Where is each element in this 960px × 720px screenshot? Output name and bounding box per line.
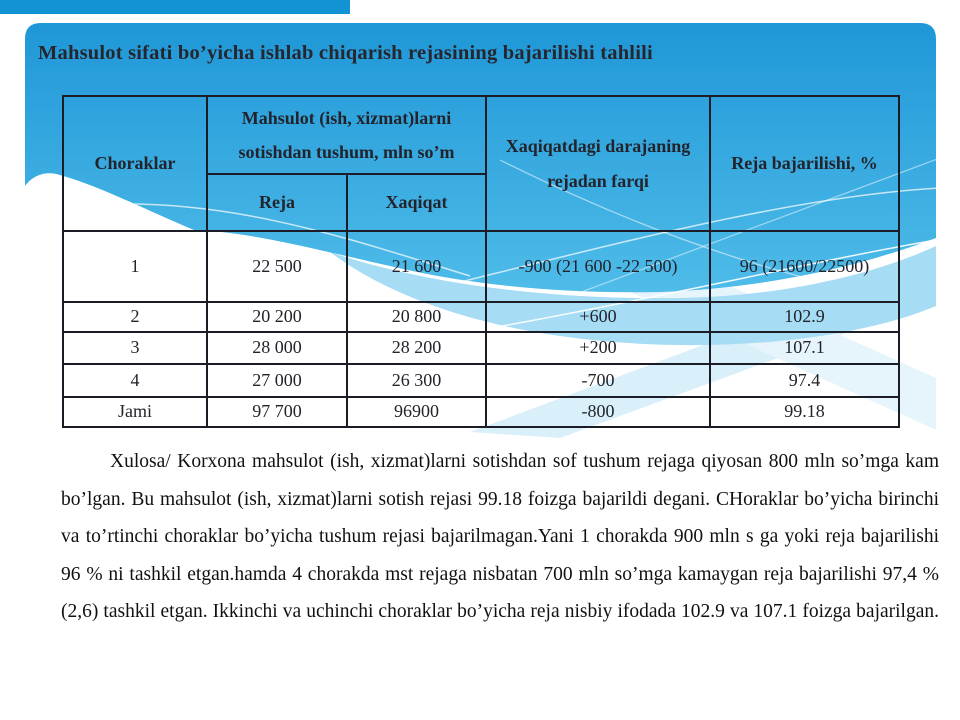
conclusion-paragraph: Xulosa/ Korxona mahsulot (ish, xizmat)larni sotishdan sof tushum rejaga qiyosan 800 mln so’mga kam bo’lgan. Bu mahsulot (ish, xizmat)larni sotish rejasi 99.18 foizga bajarildi degani. CHoraklar bo’yicha birinchi va to’rtinchi choraklar bo’yicha tushum rejasi bajarilmagan.Yani 1 chorakda 900 mln s ga yoki reja bajarilishi 96 % ni tashkil etgan.hamda 4 chorakda mst rejaga nisbatan 700 mln so’mga kamaygan reja bajarilishi 97,4 % (2,6) tashkil etgan. Ikkinchi va uchinchi choraklar bo’yicha reja nisbiy ifodada 102.9 va 107.1 foizga bajarilgan. xyxy=(61,451,939,622)
fulfillment-cell: 107.1 xyxy=(710,332,899,364)
analysis-table xyxy=(62,95,900,428)
difference-cell: +600 xyxy=(486,302,710,332)
top-ribbon-shape xyxy=(0,0,350,14)
fulfillment-cell: 99.18 xyxy=(710,397,899,427)
table-header-row xyxy=(63,96,899,174)
difference-cell: -800 xyxy=(486,397,710,427)
plan-cell: 28 000 xyxy=(207,332,347,364)
difference-cell: +200 xyxy=(486,332,710,364)
actual-cell: 28 200 xyxy=(347,332,486,364)
table-row xyxy=(63,231,899,302)
difference-cell: -700 xyxy=(486,364,710,397)
fulfillment-cell: 97.4 xyxy=(710,364,899,397)
quarter-cell: 4 xyxy=(63,364,207,397)
quarter-cell: Jami xyxy=(63,397,207,427)
actual-cell: 20 800 xyxy=(347,302,486,332)
actual-cell: 21 600 xyxy=(347,231,486,302)
header-revenue-group: Mahsulot (ish, xizmat)larni sotishdan tushum, mln so’m xyxy=(207,96,486,174)
header-quarters: Choraklar xyxy=(63,96,207,231)
plan-cell: 20 200 xyxy=(207,302,347,332)
header-plan: Reja xyxy=(207,174,347,231)
fulfillment-cell: 102.9 xyxy=(710,302,899,332)
difference-cell: -900 (21 600 -22 500) xyxy=(486,231,710,302)
actual-cell: 26 300 xyxy=(347,364,486,397)
actual-cell: 96900 xyxy=(347,397,486,427)
header-difference: Xaqiqatdagi darajaning rejadan farqi xyxy=(486,96,710,231)
slide-title: Mahsulot sifati bo’yicha ishlab chiqarish rejasining bajarilishi tahlili xyxy=(38,42,653,64)
fulfillment-cell: 96 (21600/22500) xyxy=(710,231,899,302)
table-row xyxy=(63,332,899,364)
plan-cell: 27 000 xyxy=(207,364,347,397)
quarter-cell: 1 xyxy=(63,231,207,302)
header-fulfillment: Reja bajarilishi, % xyxy=(710,96,899,231)
table-total-row xyxy=(63,397,899,427)
plan-cell: 97 700 xyxy=(207,397,347,427)
quarter-cell: 2 xyxy=(63,302,207,332)
table-row xyxy=(63,302,899,332)
quarter-cell: 3 xyxy=(63,332,207,364)
table-row xyxy=(63,364,899,397)
plan-cell: 22 500 xyxy=(207,231,347,302)
header-actual: Xaqiqat xyxy=(347,174,486,231)
